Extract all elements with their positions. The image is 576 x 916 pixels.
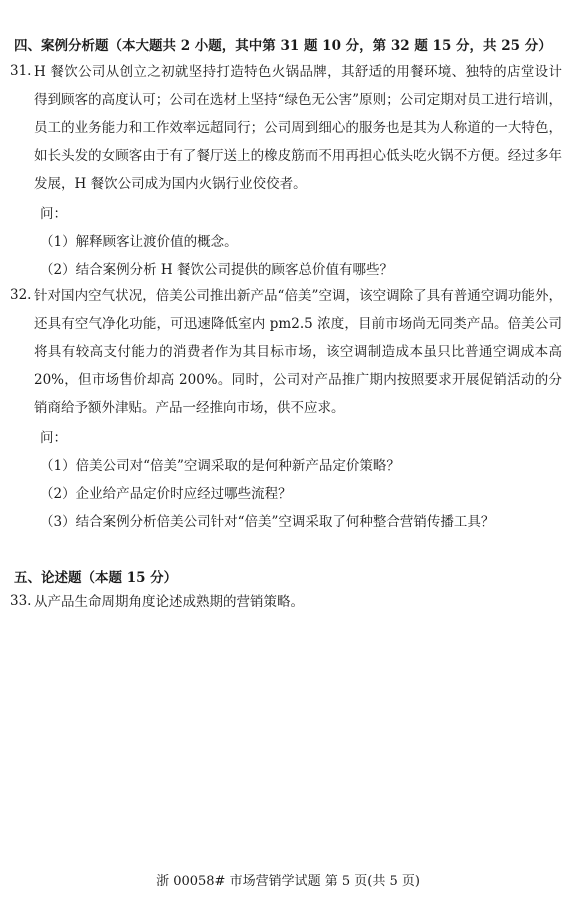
question-32-sub-3: （3）结合案例分析倍美公司针对“倍美”空调采取了何种整合营销传播工具？ (40, 514, 495, 530)
question-33-body: 从产品生命周期角度论述成熟期的营销策略。 (34, 594, 304, 610)
question-33 (10, 588, 562, 616)
question-32-number: 32. (10, 287, 32, 303)
question-31-number: 31. (10, 63, 32, 79)
question-32-ask: 问： (40, 430, 67, 446)
question-32 (10, 282, 562, 422)
question-32-body: 针对国内空气状况，倍美公司推出新产品“倍美”空调，该空调除了具有普通空调功能外，还具有空气净化功能，可迅速降低室内 pm2.5 浓度，目前市场尚无同类产品。倍美公司将具有较高支付能力的消费者作为其目标市场，该空调制造成本虽只比普通空调成本高 20%，但市场售价却高 200%。同时，公司对产品推广期内按照要求开展促销活动的分销商给予额外津贴。产品一经推向市场，供不应求。 (34, 288, 562, 416)
question-31-sub-1: （1）解释顾客让渡价值的概念。 (40, 234, 238, 250)
section-5-heading: 五、论述题（本题 15 分） (14, 570, 178, 586)
question-32-sub-2: （2）企业给产品定价时应经过哪些流程？ (40, 486, 292, 502)
page-footer: 浙 00058# 市场营销学试题 第 5 页(共 5 页) (156, 874, 420, 889)
question-32-sub-1: （1）倍美公司对“倍美”空调采取的是何种新产品定价策略？ (40, 458, 400, 474)
question-31-ask: 问： (40, 206, 67, 222)
question-33-number: 33. (10, 593, 32, 609)
question-31-body: H 餐饮公司从创立之初就坚持打造特色火锅品牌，其舒适的用餐环境、独特的店堂设计得到顾客的高度认可；公司在选材上坚持“绿色无公害”原则；公司定期对员工进行培训，员工的业务能力和工作效率远超同行；公司周到细心的服务也是其为人称道的一大特色，如长头发的女顾客由于有了餐厅送上的橡皮筋而不用再担心低头吃火锅不方便。经过多年发展，H 餐饮公司成为国内火锅行业佼佼者。 (34, 64, 562, 192)
question-31-sub-2: （2）结合案例分析 H 餐饮公司提供的顾客总价值有哪些？ (40, 262, 393, 278)
question-31 (10, 58, 562, 198)
section-4-heading: 四、案例分析题（本大题共 2 小题，其中第 31 题 10 分，第 32 题 15 分，共 25 分） (14, 38, 552, 54)
